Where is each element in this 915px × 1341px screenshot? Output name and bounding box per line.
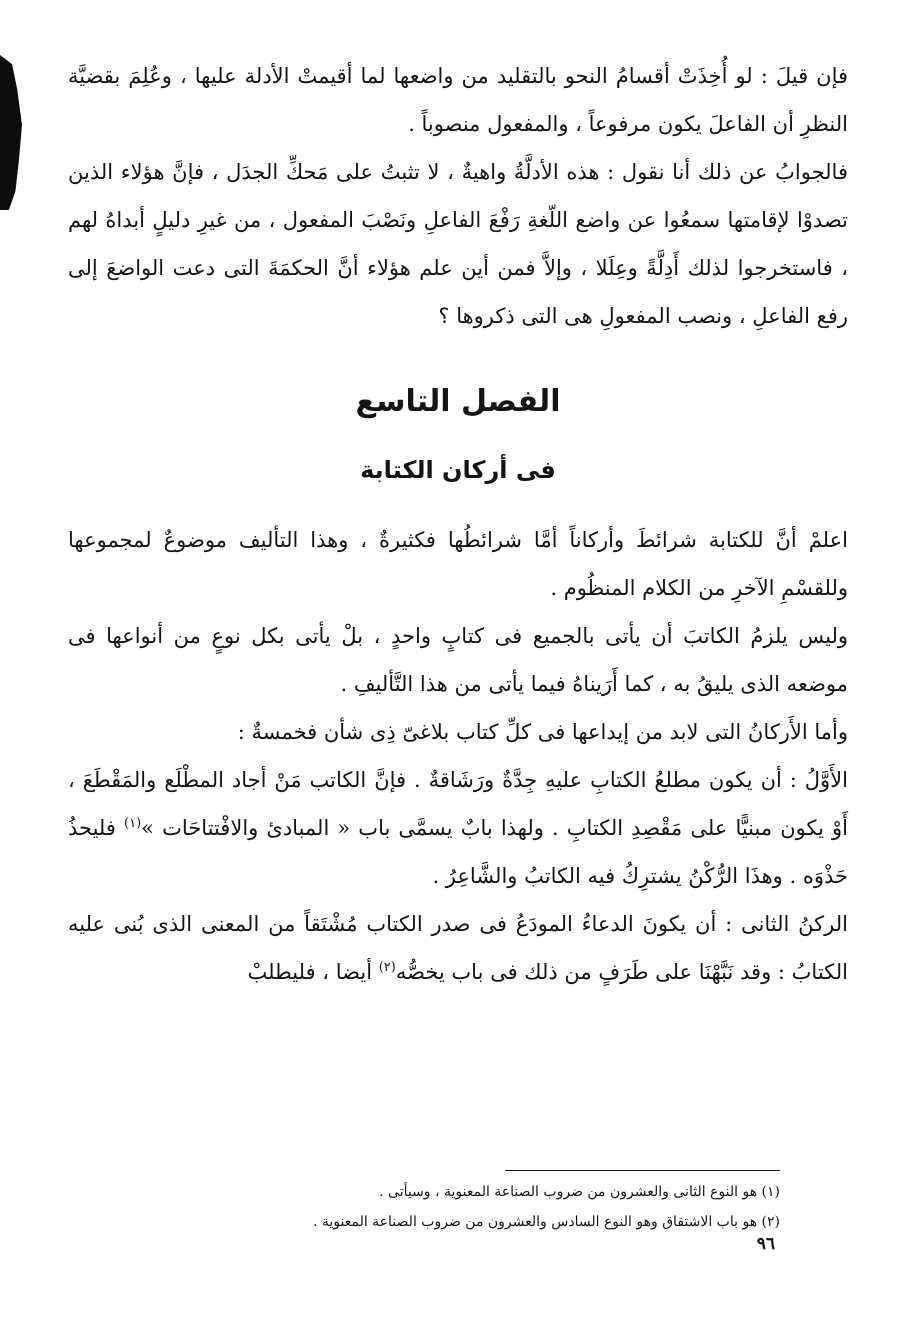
footnote-mark-2: (٢) bbox=[378, 960, 396, 975]
footnote-2: (٢) هو باب الاشتقاق وهو النوع السادس والعشرون من ضروب الصناعة المعنوية . bbox=[312, 1214, 780, 1230]
paragraph-answer: فالجوابُ عن ذلك أنا نقول : هذه الأدلَّةُ واهيةٌ ، لا تثبتُ على مَحكِّ الجدَل ، فإنَّ هؤلاء الذين تصدوْا لإقامتها سمعُوا عن واضع اللّغةِ رَفْعَ الفاعلِ ونَصْبَ المفعول ، من غيرِ دليلٍ أبداهُ لهم ، فاستخرجوا لذلك أَدِلَّةً وعِلَلا ، وإلاَّ فمن أين علم هؤلاء أنَّ الحكمَةَ التى دعت الواضعَ إلى رفع الفاعلِ ، ونصب المفعولِ هى التى ذكروها ؟ bbox=[68, 160, 848, 328]
paragraph-objection: فإن قيلَ : لو أُخِذَتْ أقسامُ النحو بالتقليد من واضعها لما أقيمتْ الأدلة عليها ، وعُلِمَ بقضيَّة النظرِ أن الفاعلَ يكون مرفوعاً ، والمفعول منصوباً . bbox=[68, 64, 848, 136]
footnotes bbox=[140, 1170, 780, 1237]
paragraph-five-pillars: وأما الأَركانُ التى لابد من إيداعها فى كلِّ كتاب بلاغىّ ذِى شأن فخمسةٌ : bbox=[237, 720, 848, 744]
footnote-divider bbox=[505, 1170, 780, 1171]
paragraph-intro: اعلمْ أنَّ للكتابة شرائطَ وأركاناً أمَّا شرائطُها فكثيرةٌ ، وهذا التأليف موضوعٌ لمجموعها وللقسْمِ الآخرِ من الكلام المنظُوم . bbox=[68, 528, 848, 600]
chapter-title: الفصل التاسع bbox=[355, 384, 561, 419]
book-page bbox=[68, 52, 848, 996]
second-pillar-text-end: أيضا ، فليطلبْ bbox=[247, 960, 373, 984]
paragraph-second-pillar bbox=[68, 900, 848, 996]
first-pillar-text-end: فليحذُ حَذْوَه . وهذَا الرُّكْنُ يشترِكُ فيه الكاتبُ والشَّاعِرُ . bbox=[68, 816, 848, 888]
section-title: فى أركان الكتابة bbox=[360, 456, 556, 484]
first-pillar-text: الأَوَّلُ : أن يكون مطلعُ الكتابِ عليهِ جِدَّةٌ ورَشَاقةٌ . فإنَّ الكاتب مَنْ أجاد المطْلَع والمَقْطَعَ ، أَوْ يكون مبنيًّا على مَقْصِدِ الكتابِ . ولهذا بابٌ يسمَّى باب « المبادئ والافْتتاحَات » bbox=[68, 768, 848, 840]
scan-shadow-edge bbox=[0, 55, 22, 210]
paragraph-not-required: وليس يلزمُ الكاتبَ أن يأتى بالجميع فى كتابٍ واحدٍ ، بلْ يأتى بكل نوعٍ من أنواعها فى موضعه الذى يليقُ به ، كما أَرَيناهُ فيما يأتى من هذا التَّأليفِ . bbox=[68, 624, 848, 696]
page-number: ٩٦ bbox=[756, 1234, 775, 1254]
second-pillar-text: الركنُ الثانى : أن يكونَ الدعاءُ المودَعُ فى صدر الكتاب مُشْتَقاً من المعنى الذى بُنى عليه الكتابُ : وقد نَبَّهْنَا على طَرَفٍ من ذلك فى باب يخصُّه bbox=[68, 912, 848, 984]
footnote-1: (١) هو النوع الثانى والعشرون من ضروب الصناعة المعنوية ، وسيأتى . bbox=[379, 1184, 780, 1200]
footnote-mark-1: (١) bbox=[124, 816, 142, 831]
section-gap bbox=[68, 340, 848, 372]
paragraph-first-pillar bbox=[68, 756, 848, 900]
